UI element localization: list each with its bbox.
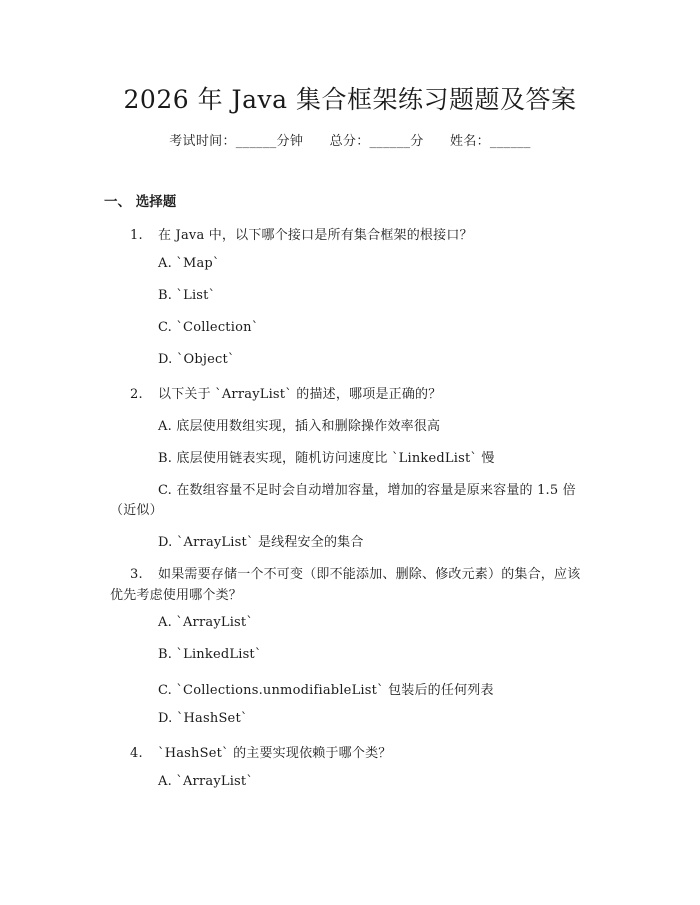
- question-1: [130, 224, 473, 243]
- question-number: 3.: [130, 567, 143, 582]
- option-1d: D. `Object`: [158, 352, 235, 367]
- option-2c-continued: （近似）: [110, 503, 163, 518]
- option-3d: D. `HashSet`: [158, 711, 248, 726]
- question-text: 以下关于 `ArrayList` 的描述，哪项是正确的？: [158, 387, 442, 402]
- option-3a: A. `ArrayList`: [158, 615, 254, 630]
- section-heading: 一、 选择题: [104, 194, 177, 210]
- option-2c: C. 在数组容量不足时会自动增加容量，增加的容量是原来容量的 1.5 倍: [158, 483, 576, 498]
- question-number: 1.: [130, 228, 143, 243]
- question-number: 4.: [130, 746, 143, 761]
- name-field: 姓名：______: [450, 134, 531, 149]
- question-text: 在 Java 中，以下哪个接口是所有集合框架的根接口？: [158, 228, 473, 243]
- question-2: [130, 383, 441, 402]
- option-1c: C. `Collection`: [158, 320, 259, 335]
- question-3-continued: 优先考虑使用哪个类？: [110, 588, 243, 603]
- exam-meta: [0, 130, 700, 149]
- question-4: [130, 742, 392, 761]
- question-text: 如果需要存储一个不可变（即不能添加、删除、修改元素）的集合，应该: [158, 567, 581, 582]
- option-1b: B. `List`: [158, 288, 216, 303]
- option-2a: A. 底层使用数组实现，插入和删除操作效率很高: [158, 419, 441, 434]
- total-score-field: 总分：______分: [329, 134, 424, 149]
- option-2d: D. `ArrayList` 是线程安全的集合: [158, 535, 364, 550]
- option-1a: A. `Map`: [158, 256, 220, 271]
- option-2b: B. 底层使用链表实现，随机访问速度比 `LinkedList` 慢: [158, 451, 495, 466]
- document-title: 2026 年 Java 集合框架练习题题及答案: [123, 85, 577, 114]
- option-3b: B. `LinkedList`: [158, 647, 262, 662]
- exam-time-field: 考试时间：______分钟: [169, 134, 304, 149]
- question-3: [130, 563, 580, 582]
- question-number: 2.: [130, 387, 143, 402]
- question-text: `HashSet` 的主要实现依赖于哪个类？: [158, 746, 392, 761]
- option-4a: A. `ArrayList`: [158, 774, 254, 789]
- option-3c: C. `Collections.unmodifiableList` 包装后的任何列表: [158, 683, 494, 698]
